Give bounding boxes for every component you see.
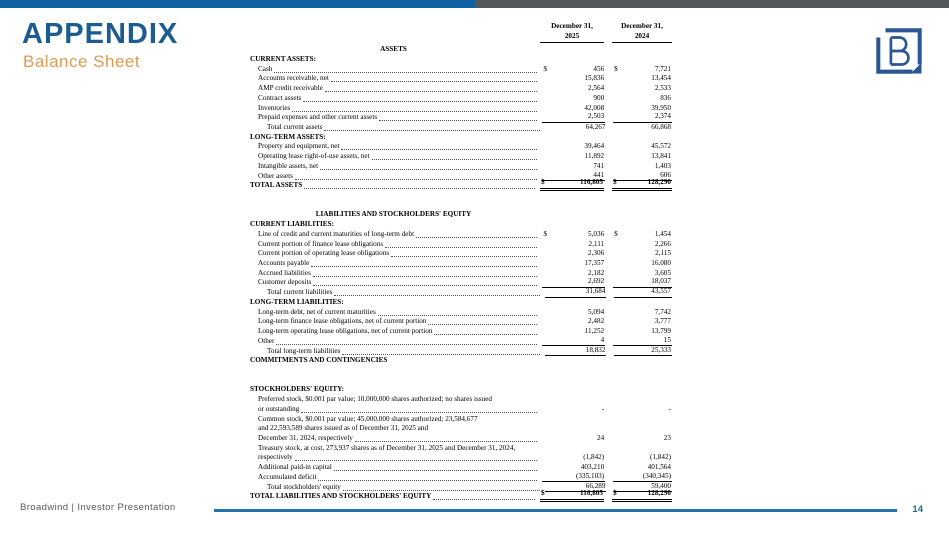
amount-value: 18,037 [651,277,671,286]
dotted-leader [311,266,537,267]
amount-value: 7,742 [654,307,671,316]
value-cell-2025 [542,259,605,269]
dotted-leader [334,470,538,471]
amount-value: 13,454 [651,74,671,83]
table-row [250,230,672,240]
amount-value: 31,684 [585,287,606,296]
dotted-leader [276,344,537,345]
amount-value: 18,832 [585,345,606,354]
amount-value: 441 [593,170,605,179]
value-cell-2024 [612,489,672,502]
amount-value: 23 [663,433,671,442]
amount-value: 59,400 [651,481,671,490]
dotted-leader [274,72,537,73]
value-cell-2024 [613,84,672,94]
row-label: LONG-TERM LIABILITIES: [250,297,344,306]
value-cell-2025 [540,178,604,191]
value-cell-2024 [613,259,672,269]
table-spacer-row [250,191,672,201]
value-cell-2024 [613,65,672,75]
table-row [250,123,672,133]
table-row [250,64,672,74]
row-label: LIABILITIES AND STOCKHOLDERS' EQUITY [315,210,472,219]
top-bar-gray-segment [475,0,949,8]
row-label: Long-term operating lease obligations, net of current portion [258,327,433,336]
table-row [250,482,672,492]
value-cell-2025 [542,230,605,240]
amount-value: 45,572 [651,142,671,151]
column-header-date: December 31, [551,22,593,30]
currency-symbol: $ [543,229,547,238]
row-label: Current portion of finance lease obligations [258,239,384,248]
amount-value: 15 [663,335,671,344]
table-row [250,346,672,356]
amount-value: 403,210 [580,463,605,472]
value-cell-2024 [613,230,672,240]
amount-value: 5,094 [587,307,605,316]
row-label: Prepaid expenses and other current assets [258,113,378,122]
row-label: TOTAL ASSETS [250,181,303,190]
amount-value: 24 [596,433,605,442]
table-row [250,142,672,152]
table-row [250,443,672,453]
amount-value: 1,403 [654,161,671,170]
page-subtitle: Balance Sheet [23,52,141,71]
amount-value: 2,482 [587,317,605,326]
amount-value: 2,564 [587,84,605,93]
value-cell-2025 [542,142,605,152]
amount-value: 2,503 [587,112,605,121]
amount-value: 116,805 [580,178,603,187]
table-row [250,414,672,424]
table-row [250,298,672,308]
dotted-leader [301,412,537,413]
table-header [250,22,672,43]
amount-value: 43,557 [651,287,671,296]
amount-value: 2,533 [654,84,671,93]
table-row [250,162,672,172]
value-cell-2025 [542,308,605,318]
row-label: Accounts receivable, net [258,74,329,83]
table-row [250,171,672,181]
dotted-leader [295,179,537,180]
currency-symbol: $ [543,64,547,73]
currency-symbol: $ [614,64,618,73]
row-label: Common stock, $0.001 par value; 45,000,000 shares authorized; 23,584,677 [258,414,478,423]
amount-value: 66,289 [585,481,606,490]
value-cell-2024 [613,240,672,250]
value-cell-2025 [542,65,605,75]
row-label: Operating lease right-of-use assets, net [258,152,370,161]
amount-value: 1,454 [654,229,671,238]
amount-value: 13,799 [651,327,671,336]
row-label: CURRENT ASSETS: [250,54,316,63]
value-cell-2025 [540,489,604,502]
amount-value: 3,777 [654,317,671,326]
amount-value: 741 [593,161,605,170]
dotted-leader [320,169,537,170]
value-cell-2025 [542,317,605,327]
page-title: APPENDIX [22,18,179,50]
row-label: respectively [258,453,293,462]
amount-value: 7,721 [654,64,671,73]
table-row [250,210,672,220]
amount-value: 4 [600,335,605,344]
column-header-year: 2024 [634,31,650,40]
table-row [250,239,672,249]
row-label: Treasury stock, at cost, 273,937 shares as of December 31, 2025 and December 31, 2024, [258,443,516,452]
dotted-leader [303,101,537,102]
amount-value: 39,464 [584,142,605,151]
value-cell-2024 [614,287,672,298]
dotted-leader [313,276,538,277]
value-cell-2025 [542,240,605,250]
row-label: Other [258,336,275,345]
amount-value: 606 [660,170,671,179]
value-cell-2024 [613,74,672,84]
footer-branding: Broadwind | Investor Presentation [20,502,176,513]
amount-value: 116,805 [580,489,603,498]
dotted-leader [325,91,538,92]
dotted-leader [304,188,535,189]
row-label: Inventories [258,103,291,112]
amount-value: 900 [593,93,605,102]
row-label: CURRENT LIABILITIES: [250,220,334,229]
row-label: COMMITMENTS AND CONTINGENCIES [250,356,388,365]
dotted-leader [292,111,537,112]
top-accent-bar [0,0,949,8]
amount-value: (1,842) [650,453,671,462]
amount-value: 2,374 [654,112,671,121]
amount-value: 2,111 [588,239,605,248]
dotted-leader [379,120,537,121]
table-row [250,337,672,347]
table-row [250,288,672,298]
amount-value: (340,345) [642,471,671,480]
dotted-leader [331,81,538,82]
value-cell-2025 [542,434,605,444]
amount-value: 64,267 [585,122,606,131]
dotted-leader [313,285,537,286]
table-row [250,132,672,142]
dotted-leader [433,499,535,500]
value-cell-2024 [613,434,672,444]
value-cell-2024 [613,112,672,123]
currency-symbol: $ [613,178,617,187]
table-row [250,453,672,463]
amount-value: 66,868 [651,122,671,131]
amount-value: - [668,404,671,413]
table-row [250,424,672,434]
table-row [250,395,672,405]
amount-value: 2,306 [587,249,605,258]
dotted-leader [434,334,537,335]
value-cell-2025 [545,346,606,357]
table-row [250,220,672,230]
value-cell-2024 [613,308,672,318]
row-label: Total current liabilities [267,288,333,297]
row-label: Accumulated deficit [258,472,317,481]
table-row [250,356,672,366]
value-cell-2024 [614,346,672,357]
row-label: LONG-TERM ASSETS: [250,132,326,141]
table-row [250,113,672,123]
table-row [250,259,672,269]
row-label: Total current assets [267,122,323,131]
amount-value: 42,008 [584,103,605,112]
amount-value: (1,842) [583,453,605,462]
amount-value: 13,841 [651,152,671,161]
row-label: TOTAL LIABILITIES AND STOCKHOLDERS' EQUITY [250,492,432,501]
value-cell-2025 [542,405,605,415]
value-cell-2025 [542,84,605,94]
value-cell-2025 [542,112,605,123]
value-cell-2024 [612,178,672,191]
table-row [250,463,672,473]
amount-value: 128,290 [647,489,671,498]
row-label: Accrued liabilities [258,268,311,277]
row-label: Cash [258,64,273,73]
value-cell-2024 [613,249,672,259]
amount-value: 2,266 [654,239,671,248]
top-bar-blue-segment [0,0,475,8]
table-row [250,45,672,55]
table-row [250,473,672,483]
amount-value: 2,115 [655,249,671,258]
row-label: AMP credit receivable [258,84,323,93]
row-label: ASSETS [380,45,407,54]
table-spacer-row [250,366,672,376]
value-cell-2025 [545,287,606,298]
column-header-2025 [540,22,604,43]
dotted-leader [428,324,537,325]
amount-value: 39,950 [651,103,671,112]
amount-value: 5,036 [587,229,605,238]
value-cell-2024 [613,405,672,415]
column-header-year: 2025 [564,31,580,40]
amount-value: (335,103) [576,471,605,480]
currency-symbol: $ [614,229,618,238]
column-header-2024 [612,22,672,43]
row-label: Long-term finance lease obligations, net of current portion [258,317,427,326]
value-cell-2024 [613,94,672,104]
value-cell-2025 [542,74,605,84]
currency-symbol: $ [541,178,545,187]
column-header-date: December 31, [621,22,663,30]
value-cell-2025 [542,94,605,104]
row-label: Intangible assets, net [258,161,319,170]
dotted-leader [334,295,540,296]
table-spacer-row [250,201,672,211]
table-row [250,152,672,162]
broadwind-logo-icon [872,24,926,78]
dotted-leader [341,149,537,150]
amount-value: 25,333 [651,345,671,354]
amount-value: 836 [660,93,671,102]
amount-value: 2,182 [587,268,605,277]
dotted-leader [378,315,538,316]
table-row [250,327,672,337]
value-cell-2025 [542,152,605,162]
row-label: or outstanding [258,404,300,413]
amount-value: 401,564 [647,463,671,472]
value-cell-2024 [614,123,672,133]
table-row [250,489,672,502]
row-label: Total stockholders' equity [267,482,341,491]
row-label: Preferred stock, $0.001 par value; 10,000,000 shares authorized; no shares issued [258,395,492,404]
table-row [250,178,672,191]
row-label: Total long-term liabilities [267,346,341,355]
table-row [250,74,672,84]
balance-sheet-table [250,22,672,502]
table-row [250,307,672,317]
dotted-leader [355,441,538,442]
row-label: Long-term debt, net of current maturities [258,307,376,316]
row-label: Customer deposits [258,278,312,287]
dotted-leader [318,480,537,481]
row-label: STOCKHOLDERS' EQUITY: [250,385,345,394]
amount-value: 15,836 [584,74,605,83]
dotted-leader [343,490,540,491]
table-row [250,269,672,279]
table-row [250,94,672,104]
amount-value: 11,892 [584,152,605,161]
table-row [250,317,672,327]
row-label: Current portion of operating lease obligations [258,249,390,258]
dotted-leader [385,247,537,248]
row-label: Additional paid-in capital [258,463,332,472]
table-row [250,55,672,65]
balance-sheet-rows [250,45,672,502]
table-row [250,84,672,94]
value-cell-2024 [613,142,672,152]
amount-value: 3,605 [654,268,671,277]
dotted-leader [416,237,537,238]
row-label: and 22,593,589 shares issued as of December 31, 2025 and [258,424,429,433]
amount-value: 11,252 [584,327,605,336]
dotted-leader [342,354,540,355]
dotted-leader [324,130,540,131]
row-label: Accounts payable [258,259,310,268]
footer-divider-line [214,509,897,512]
dotted-leader [372,159,538,160]
amount-value: 128,290 [647,178,671,187]
amount-value: 456 [593,64,605,73]
value-cell-2024 [613,317,672,327]
row-label: Line of credit and current maturities of long-term debt [258,229,415,238]
amount-value: 17,357 [584,259,605,268]
currency-symbol: $ [613,489,617,498]
table-row [250,103,672,113]
table-row [250,434,672,444]
dotted-leader [391,256,537,257]
page-number: 14 [912,504,923,515]
dotted-leader [295,460,538,461]
value-cell-2024 [613,152,672,162]
value-cell-2025 [545,123,606,133]
amount-value: 2,692 [587,277,605,286]
row-label: Other assets [258,171,293,180]
table-row [250,405,672,415]
table-row [250,385,672,395]
table-row [250,249,672,259]
currency-symbol: $ [541,489,545,498]
row-label: Property and equipment, net [258,142,340,151]
value-cell-2024 [613,453,672,463]
value-cell-2025 [542,249,605,259]
amount-value: - [601,404,605,413]
value-cell-2025 [542,453,605,463]
table-row [250,278,672,288]
row-label: Contract assets [258,93,302,102]
row-label: December 31, 2024, respectively [258,433,353,442]
amount-value: 16,080 [651,259,671,268]
table-spacer-row [250,375,672,385]
